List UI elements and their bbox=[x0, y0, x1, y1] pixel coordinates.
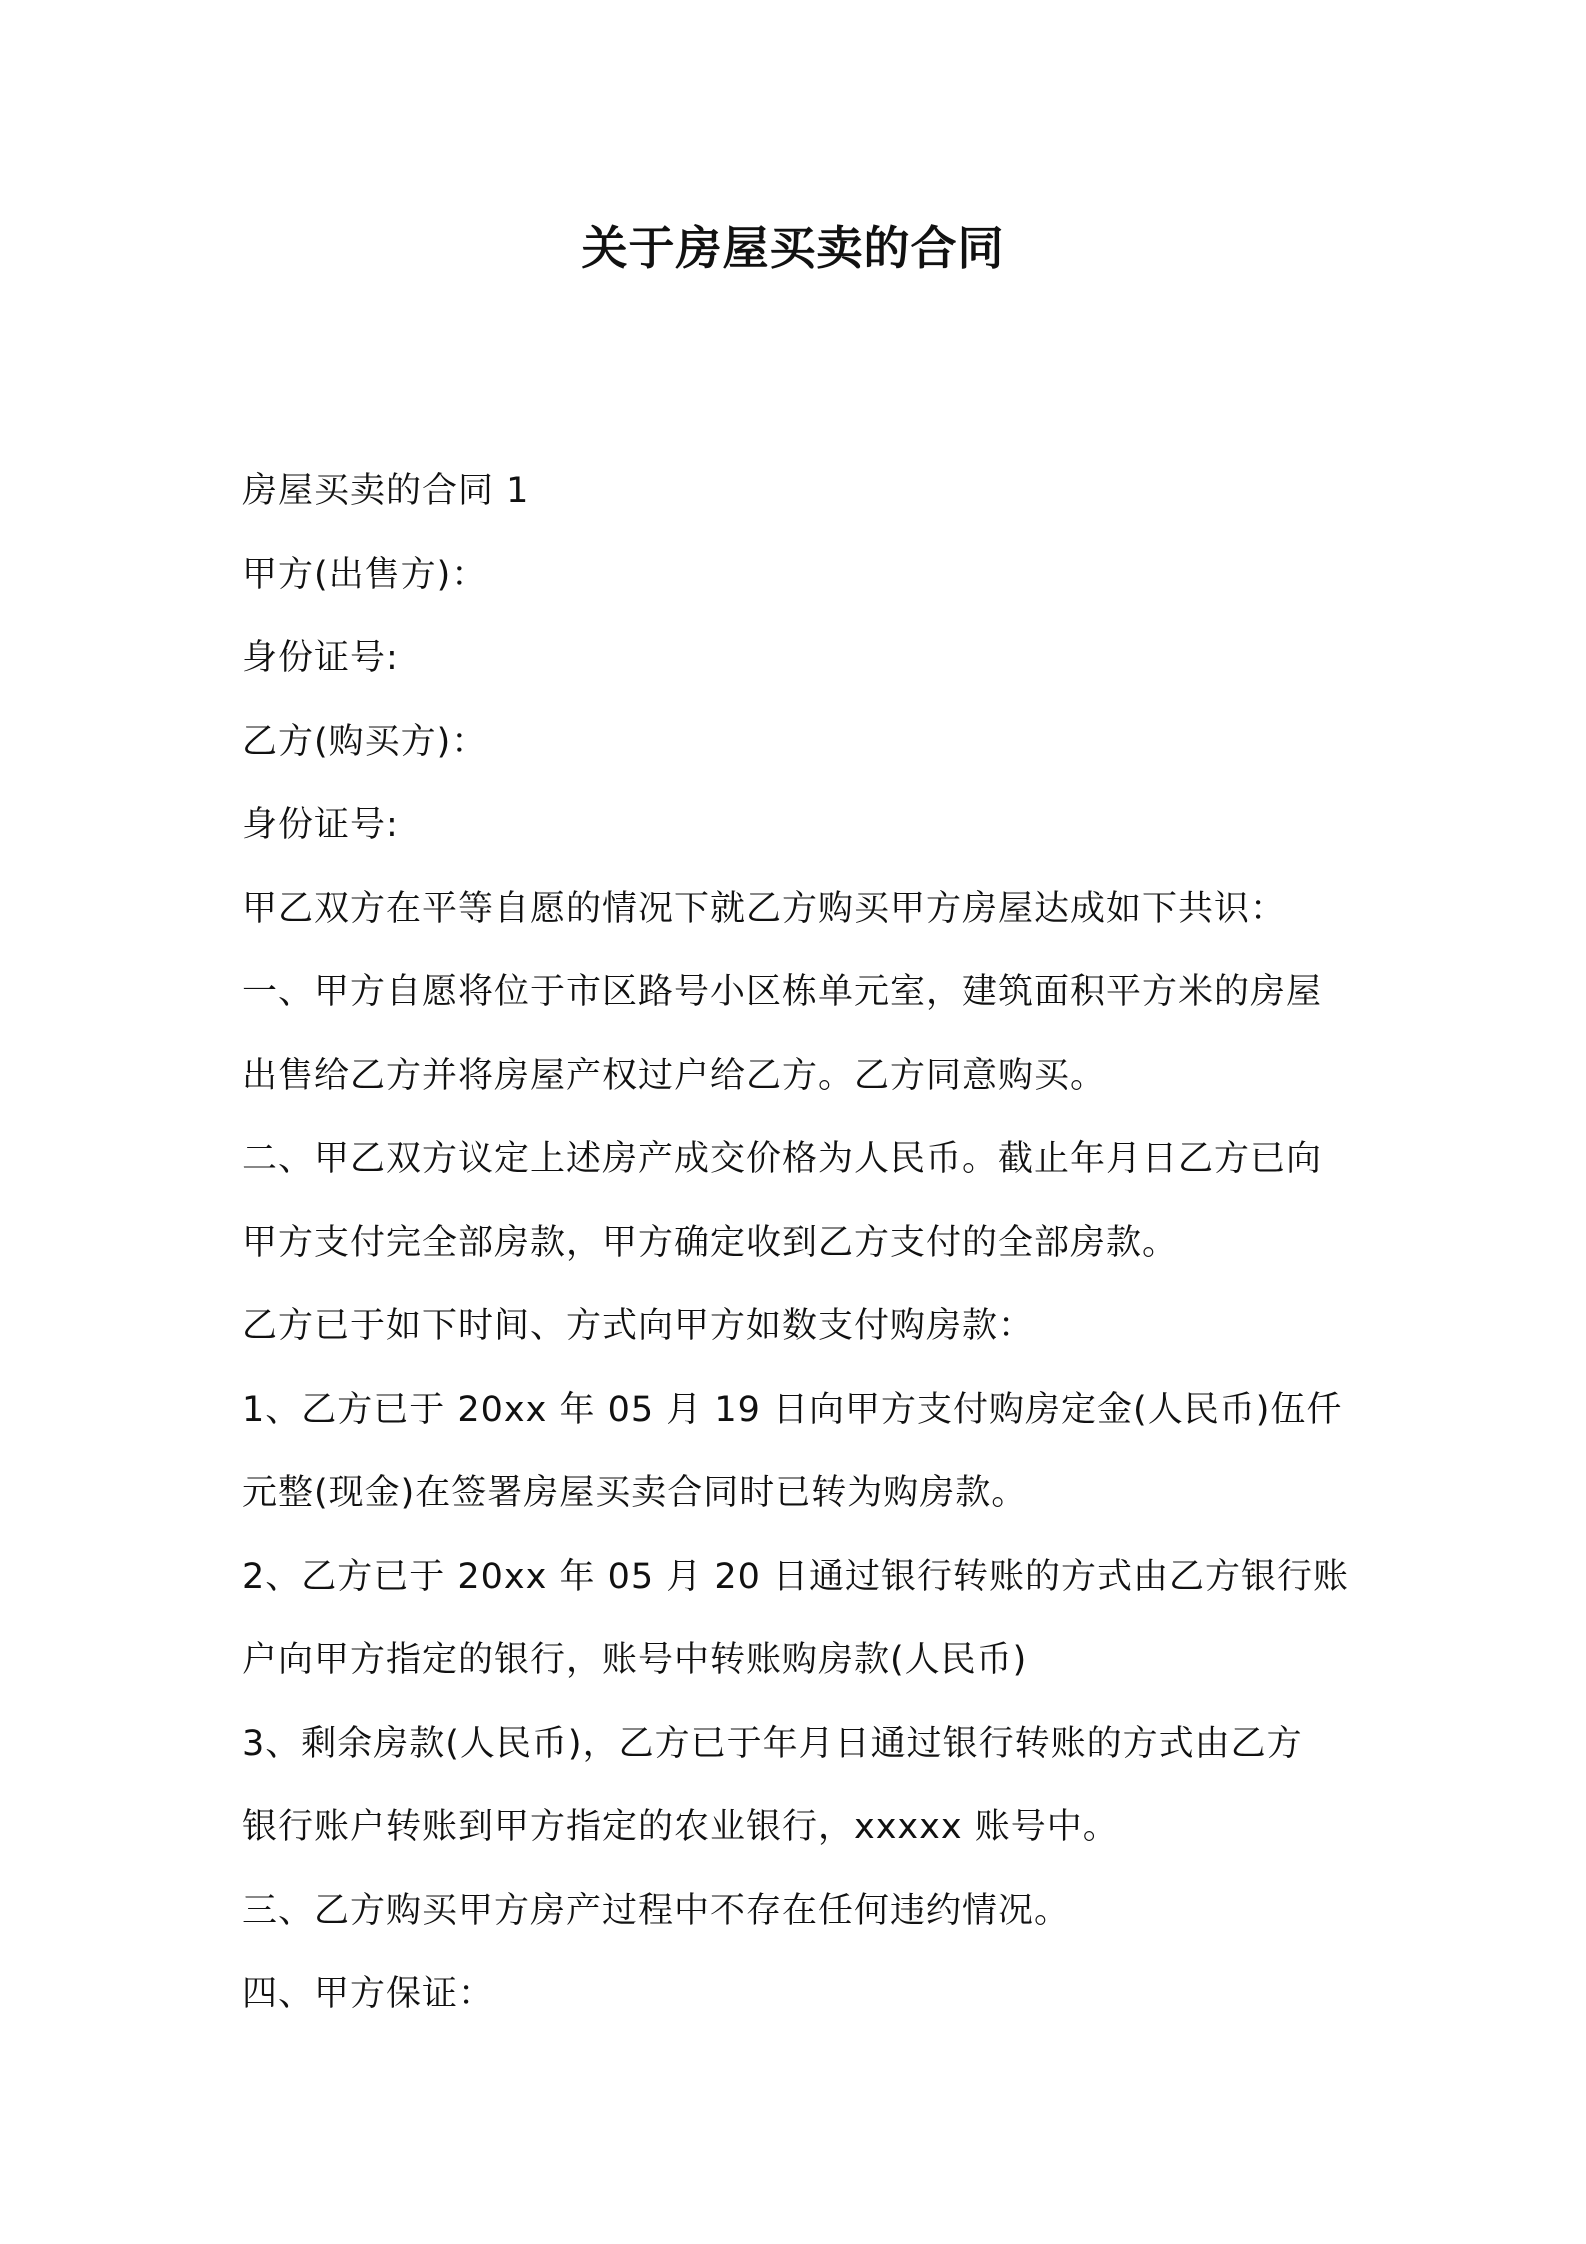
payment-1-line-1: 1、乙方已于 20xx 年 05 月 19 日向甲方支付购房定金(人民币)伍仟 bbox=[242, 1389, 1343, 1430]
payment-intro: 乙方已于如下时间、方式向甲方如数支付购房款： bbox=[242, 1306, 1035, 1346]
payment-1-line-2: 元整(现金)在签署房屋买卖合同时已转为购房款。 bbox=[242, 1473, 1028, 1513]
clause-4-heading: 四、甲方保证： bbox=[242, 1974, 495, 2014]
clause-2-line-2: 甲方支付完全部房款，甲方确定收到乙方支付的全部房款。 bbox=[242, 1222, 1179, 1263]
payment-3-line-1: 3、剩余房款(人民币)，乙方已于年月日通过银行转账的方式由乙方 bbox=[242, 1723, 1303, 1764]
agreement-intro: 甲乙双方在平等自愿的情况下就乙方购买甲方房屋达成如下共识： bbox=[242, 888, 1287, 929]
party-a-label: 甲方(出售方)： bbox=[242, 554, 488, 595]
document-title: 关于房屋买卖的合同 bbox=[581, 221, 1005, 275]
party-a-id-label: 身份证号: bbox=[242, 638, 399, 678]
contract-subtitle: 房屋买卖的合同 1 bbox=[242, 471, 530, 511]
clause-1-line-2: 出售给乙方并将房屋产权过户给乙方。乙方同意购买。 bbox=[242, 1055, 1107, 1096]
payment-2-line-1: 2、乙方已于 20xx 年 05 月 20 日通过银行转账的方式由乙方银行账 bbox=[242, 1556, 1350, 1597]
party-b-id-label: 身份证号: bbox=[242, 805, 399, 845]
payment-2-line-2: 户向甲方指定的银行，账号中转账购房款(人民币) bbox=[242, 1640, 1028, 1680]
clause-1-line-1: 一、甲方自愿将位于市区路号小区栋单元室，建筑面积平方米的房屋 bbox=[242, 972, 1323, 1012]
clause-2-line-1: 二、甲乙双方议定上述房产成交价格为人民币。截止年月日乙方已向 bbox=[242, 1139, 1323, 1179]
party-b-label: 乙方(购买方)： bbox=[242, 721, 488, 762]
payment-3-line-2: 银行账户转账到甲方指定的农业银行，xxxxx 账号中。 bbox=[242, 1807, 1119, 1847]
document-body bbox=[242, 450, 1362, 2037]
clause-3: 三、乙方购买甲方房产过程中不存在任何违约情况。 bbox=[242, 1890, 1071, 1931]
